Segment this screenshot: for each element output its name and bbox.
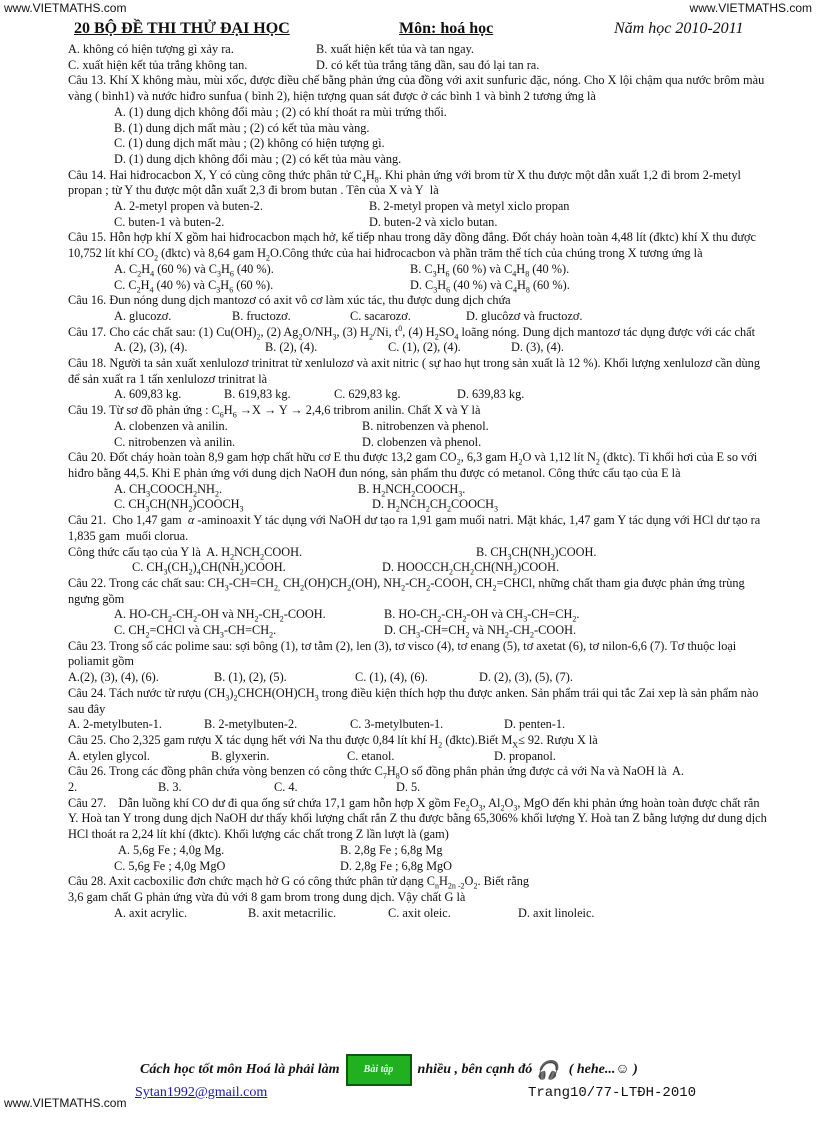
- author-email-link[interactable]: Sytan1992@gmail.com: [135, 1085, 268, 1100]
- question-26: Câu 26. Trong các đồng phân chứa vòng benzen có công thức $C_7H_8O$ số đồng phân phản ứng được cả với Na và NaOH là A.: [68, 764, 684, 781]
- question-27: Câu 27. Dẫn luồng khí CO dư đi qua ống sứ chứa 17,1 gam hỗn hợp X gồm $Fe_2O_3$, $Al_2O_3$, MgO đến khi phản ứng hoàn toàn được chất rắn Y. Hoà tan Y trong dung dịch NaOH dư thấy khối lượng chất rắn Z thu được bằng 65,306% khối lượng Y. Hoà tan Z bằng lượng dư dung dịch HCl thoát ra 2,24 lít khí (đktc). Khối lượng các chất trong Z lần lượt là (gam): [68, 795, 767, 842]
- motto-tail: ( hehe...☺ ): [568, 1062, 638, 1077]
- question-22: Câu 22. Trong các chất sau: $CH_3-CH=CH_{2,}$ $CH_2(OH)CH_2(OH)$, $NH_2-CH_2$-COOH, $CH_2=CHCl$, những chất tham gia được phản ứng trùng ngưng gồm: [68, 575, 745, 606]
- motto-part-2: nhiều , bên cạnh đó: [417, 1062, 533, 1077]
- site-url-top-right: www.VIETMATHS.com: [689, 1, 812, 15]
- question-17: Câu 17. Cho các chất sau: (1) $Cu(OH)_2$, (2) $Ag_2O/NH_3$, (3) $H_2/Ni$, $t^0$, (4) $H_2SO_4$ loãng nóng. Dung dịch mantozơ tác dụng được với các chất: [68, 323, 756, 342]
- page-number: Trang10/77-LTĐH-2010: [528, 1085, 697, 1101]
- question-25: Câu 25. Cho 2,325 gam rượu X tác dụng hết với Na thu được 0,84 lít khí $H_2$ (đktc).Biết $M_X\le 92$. Rượu X là: [68, 732, 598, 750]
- motto-part-1: Cách học tốt môn Hoá là phải làm: [140, 1062, 340, 1077]
- question-13: Câu 13. Khí X không màu, mùi xốc, được điều chế bằng phản ứng của đồng với axit sunfuric đặc, nóng. Cho X lội chậm qua nước brôm màu vàng ( bình1) và nước hiđro sunfua ( bình 2), hiện tượng quan sát được ở các bình 1 và bình 2 tương ứng là: [68, 73, 765, 104]
- answer-row: A. không có hiện tượng gì xảy ra. B. xuất hiện kết tủa và tan ngay.: [68, 42, 474, 56]
- question-16: Câu 16. Đun nóng dung dịch mantozơ có axit vô cơ làm xúc tác, thu được dung dịch chứa: [68, 293, 511, 308]
- question-18: Câu 18. Người ta sản xuất xenlulozơ trinitrat từ xenlulozơ và axit nitric ( sự hao hụt trong sản xuất là 12 %). Khối lượng xenlulozơ cần dùng để sản xuất ra 1 tấn xenlulozơ trinitrat là: [68, 356, 760, 386]
- site-url-bottom-left: www.VIETMATHS.com: [4, 1096, 127, 1110]
- exercise-button[interactable]: Bài tập: [346, 1054, 412, 1086]
- question-19: Câu 19. Từ sơ đồ phản ứng : $C_6H_6 \to X \to Y \to 2,4,6$ tribrom anilin. Chất X và Y là: [68, 403, 481, 420]
- question-28: Câu 28. Axit cacboxilic đơn chức mạch hở G có công thức phân tử dạng $C_nH_{2n -2}O_2$. Biết rằng: [68, 874, 530, 891]
- exam-title: 20 BỘ ĐỀ THI THỬ ĐẠI HỌC: [74, 20, 290, 37]
- answer-row: C. xuất hiện kết tủa trắng không tan. D. có kết tủa trắng tăng dần, sau đó lại tan ra.: [68, 57, 540, 72]
- headphones-icon: 🎧: [536, 1059, 559, 1080]
- question-21: Câu 21. Cho 1,47 gam α -aminoaxit Y tác dụng với NaOH dư tạo ra 1,91 gam muối natri. Mặt khác, 1,47 gam Y tác dụng với HCl dư tạo ra 1,835 gam muối clorua.: [68, 513, 761, 543]
- question-24: Câu 24. Tách nước từ rượu $(CH_3)_2CHCH(OH)CH_3$ trong điều kiện thích hợp thu được anken. Sản phẩm trái qui tắc Zai xep là sản phẩm nào sau đây: [68, 685, 759, 716]
- footer-motto: [140, 1054, 638, 1086]
- page-header: [64, 20, 764, 42]
- site-url-top-left: www.VIETMATHS.com: [4, 1, 127, 15]
- school-year: Năm học 2010-2011: [614, 20, 744, 37]
- question-20: Câu 20. Đốt cháy hoàn toàn 8,9 gam hợp chất hữu cơ E thu được 13,2 gam $CO_2$, 6,3 gam $H_2O$ và 1,12 lít $N_2$ (đktc). Tỉ khối hơi của E so với hiđro bằng 44,5. Khi E phản ứng với dung dịch NaOH đun nóng, sản phẩm thu được có metanol. Công thức cấu tạo của E là: [68, 450, 758, 480]
- question-15: Câu 15. Hỗn hợp khí X gồm hai hiđrocacbon mạch hở, kế tiếp nhau trong dãy đồng đẳng. Đốt cháy hoàn toàn 4,48 lít (đktc) khí X thu được 10,752 lít khí $CO_2$ (đktc) và 8,64 gam $H_2O.Công$ thức của hai hiđrocacbon và phần trăm thể tích của chúng trong X tương ứng là: [68, 230, 757, 263]
- question-14: Câu 14. Hai hiđrocacbon X, Y có cùng công thức phân tử $C_4H_8$. Khi phản ứng với brom từ X thu được một dẫn xuất 1,2 đi brom 2-metyl propan ; từ Y thu được một dẫn xuất 2,3 đi brom butan . Tên của X và Y là: [68, 167, 741, 198]
- exam-content: A. không có hiện tượng gì xảy ra. B. xuất hiện kết tủa và tan ngay. C. xuất hiện kết tủa trắng không tan. D. có kết tủa trắng tăng dần, sau đó lại tan ra. Câu 13. Khí X không màu, mùi xốc, được điều chế bằng phản ứng của đồng với axit sunfuric đặc, nóng. Cho X lội chậm qua nước brôm màu vàng ( bình1) và nước hiđro sunfua ( bình 2), hiện tượng quan sát được ở các bình 1 và bình 2 tương ứng là A. (1) dung dịch không đổi màu ; (2) có khí thoát ra mùi trứng thối. B. (1) dung dịch mất màu ; (2) có kết tủa màu vàng. C. (1) dung dịch mất màu ; (2) không có hiện tượng gì. D. (1) dung dịch không đổi màu ; (2) có kết tủa màu vàng. Câu 14. Hai hiđrocacbon X, Y có cùng công thức phân tử $C_4H_8$. Khi phản ứng với brom từ X thu được một dẫn xuất 1,2 đi brom 2-metyl propan ; từ Y thu được một dẫn xuất 2,3 đi brom butan . Tên của X và Y là A. 2-metyl propen và buten-2. B. 2-metyl propen và metyl xiclo propan C. buten-1 và buten-2. D. buten-2 và xiclo butan. Câu 15. Hỗn hợp khí X gồm hai hiđrocacbon mạch hở, kế tiếp nhau trong dãy đồng đẳng. Đốt cháy hoàn toàn 4,48 lít (đktc) khí X thu được 10,752 lít khí $CO_2$ (đktc) và 8,64 gam $H_2O.Công$ thức của hai hiđrocacbon và phần trăm thể tích của chúng trong X tương ứng là A. $C_2H_4$ (60 %) và $C_3H_6$ (40 %). B. $C_3H_6$ (60 %) và $C_4H_8$ (40 %). C. $C_2H_4$ (40 %) và $C_3H_6$ (60 %). D. $C_3H_6$ (40 %) và $C_4H_8$ (60 %). Câu 16. Đun nóng dung dịch mantozơ có axit vô cơ làm xúc tác, thu được dung dịch chứa A. glucozơ. B. fructozơ. C. sacarozơ. D. glucôzơ và fructozơ. Câu 17. Cho các chất sau: (1) $Cu(OH)_2$, (2) $Ag_2O/NH_3$, (3) $H_2/Ni$, $t^0$, (4) $H_2SO_4$ loãng nóng. Dung dịch mantozơ tác dụng được với các chất A. (2), (3), (4). B. (2), (4). C. (1), (2), (4). D. (3), (4). Câu 18. Người ta sản xuất xenlulozơ trinitrat từ xenlulozơ và axit nitric ( sự hao hụt trong sản xuất là 12 %). Khối lượng xenlulozơ cần dùng để sản xuất ra 1 tấn xenlulozơ trinitrat là A. 609,83 kg. B. 619,83 kg. C. 629,83 kg. D. 639,83 kg. Câu 19. Từ sơ đồ phản ứng : $C_6H_6 \to X \to Y \to 2,4,6$ tribrom anilin. Chất X và Y là A. clobenzen và anilin. B. nitrobenzen và phenol. C. nitrobenzen và anilin. D. clobenzen và phenol. Câu 20. Đốt cháy hoàn toàn 8,9 gam hợp chất hữu cơ E thu được 13,2 gam $CO_2$, 6,3 gam $H_2O$ và 1,12 lít $N_2$ (đktc). Tỉ khối hơi của E so với hiđro bằng 44,5. Khi E phản ứng với dung dịch NaOH đun nóng, sản phẩm thu được có metanol. Công thức cấu tạo của E là A. $CH_3COOCH_2NH_2$. B. $H_2NCH_2COOCH_3$. C. $CH_3CH(NH_2)COOCH_3$ D. $H_2NCH_2CH_2COOCH_3$ Câu 21. Cho 1,47 gam α -aminoaxit Y tác dụng với NaOH dư tạo ra 1,91 gam muối natri. Mặt khác, 1,47 gam Y tác dụng với HCl dư tạo ra 1,835 gam muối clorua. Công thức cấu tạo của Y là A. $H_2NCH_2COOH$. B. $CH_3CH(NH_2)COOH$. C. $CH_3(CH_2)_4CH(NH_2)COOH$. D. $HOOCCH_2CH_2CH(NH_2)COOH$. Câu 22. Trong các chất sau: $CH_3-CH=CH_{2,}$ $CH_2(OH)CH_2(OH)$, $NH_2-CH_2$-COOH, $CH_2=CHCl$, những chất tham gia được phản ứng trùng ngưng gồm A. $HO-CH_2-CH_2-OH$ và $NH_2-CH_2$-COOH. B. $HO-CH_2-CH_2-OH$ và $CH_3-CH=CH_2$. C. $CH_2=CHCl$ và $CH_3-CH=CH_2$. D. $CH_3-CH=CH_2$ và $NH_2-CH_2$-COOH. Câu 23. Trong số các polime sau: sợi bông (1), tơ tằm (2), len (3), tơ visco (4), tơ enang (5), tơ axetat (6), tơ nilon-6,6 (7). Tơ thuộc loại poliamit gồm A.(2), (3), (4), (6). B. (1), (2), (5). C. (1), (4), (6). D. (2), (3), (5), (7). Câu 24. Tách nước từ rượu $(CH_3)_2CHCH(OH)CH_3$ trong điều kiện thích hợp thu được anken. Sản phẩm trái qui tắc Zai xep là sản phẩm nào sau đây A. 2-metylbuten-1. B. 2-metylbuten-2. C. 3-metylbuten-1. D. penten-1. Câu 25. Cho 2,325 gam rượu X tác dụng hết với Na thu được 0,84 lít khí $H_2$ (đktc).Biết $M_X\le 92$. Rượu X là A. etylen glycol. B. glyxerin. C. etanol. D. propanol. Câu 26. Trong các đồng phân chứa vòng benzen có công thức $C_7H_8O$ số đồng phân phản ứng được cả với Na và NaOH là A. 2. B. 3. C. 4. D. 5. Câu 27. Dẫn luồng khí CO dư đi qua ống sứ chứa 17,1 gam hỗn hợp X gồm $Fe_2O_3$, $Al_2O_3$, MgO đến khi phản ứng hoàn toàn được chất rắn Y. Hoà tan Y trong dung dịch NaOH dư thấy khối lượng chất rắn Z thu được bằng 65,306% khối lượng Y. Hoà tan Z bằng lượng dư dung dịch HCl thoát ra 2,24 lít khí (đktc). Khối lượng các chất trong Z lần lượt là (gam) A. 5,6g Fe ; 4,0g Mg. B. 2,8g Fe ; 6,8g Mg C. 5,6g Fe ; 4,0g MgO D. 2,8g Fe ; 6,8g MgO Câu 28. Axit cacboxilic đơn chức mạch hở G có công thức phân tử dạng $C_nH_{2n -2}O_2$. Biết rằng 3,6 gam chất G phản ứng vừa đủ với 8 gam brom trong dung dịch. Vậy chất G là A. axit acrylic. B. axit metacrilic. C. axit oleic. D. axit linoleic.: [68, 42, 767, 920]
- question-23: Câu 23. Trong số các polime sau: sợi bông (1), tơ tằm (2), len (3), tơ visco (4), tơ enang (5), tơ axetat (6), tơ nilon-6,6 (7). Tơ thuộc loại poliamit gồm: [68, 638, 737, 669]
- subject-label: Môn: hoá học: [399, 20, 494, 37]
